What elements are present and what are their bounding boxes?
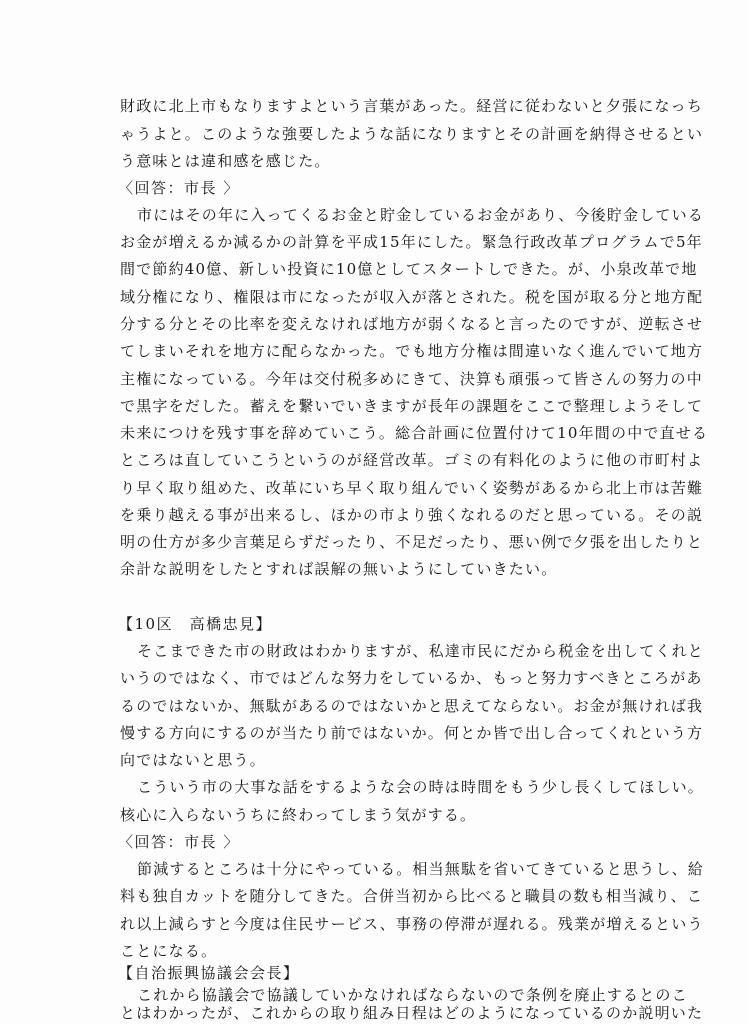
text-line: こういう市の大事な話をするような会の時は時間をもう少し長くしてほしい。	[137, 778, 705, 796]
text-line: いうのではなく、市ではどんな努力をしているか、もっと努力すべきところがあ	[120, 669, 703, 687]
text-line: れ以上減らすと今度は住民サービス、事務の停滞が遅れる。残業が増えるという	[120, 915, 704, 933]
answer-heading: 〈回答：市長 〉	[118, 179, 240, 197]
text-line: り早く取り組めた、改革にいち早く取り組んでいく姿勢があるから北上市は苦難	[120, 479, 704, 497]
text-line: お金が増えるか減るかの計算を平成15年にした。緊急行政改革プログラムで5年	[120, 233, 703, 251]
text-line: 財政に北上市もなりますよという言葉があった。経営に従わないと夕張になっち	[120, 97, 704, 115]
text-line: とはわかったが、これからの取り組み日程はどのようになっているのか説明いた	[120, 1004, 704, 1022]
text-line: 料も独自カットを随分してきた。合併当初から比べると職員の数も相当減り、こ	[120, 887, 704, 905]
answer-heading: 〈回答：市長 〉	[118, 833, 240, 851]
text-line: 未来につけを残す事を辞めていこう。総合計画に位置付けて10年間の中で直せる	[120, 424, 709, 442]
text-line: 慢する方向にするのが当たり前ではないか。何とか皆で出し合ってくれという方	[120, 724, 704, 742]
text-line: ところは直していこうというのが経営改革。ゴミの有料化のように他の市町村よ	[120, 451, 704, 469]
text-line: 市にはその年に入ってくるお金と貯金しているお金があり、今後貯金している	[137, 206, 705, 224]
text-line: そこまできた市の財政はわかりますが、私達市民にだから税金を出してくれと	[137, 642, 705, 660]
text-line: るのではないか、無駄があるのではないかと思えてならない。お金が無ければ我	[120, 697, 704, 715]
text-line: う意味とは違和感を感じた。	[120, 152, 331, 170]
text-line: 核心に入らないうちに終わってしまう気がする。	[120, 806, 477, 824]
speaker-heading: 【10区 高橋忠見】	[118, 615, 273, 633]
text-line: ことになる。	[120, 942, 218, 960]
text-line: 明の仕方が多少言葉足らずだったり、不足だったり、悪い例で夕張を出したりと	[120, 533, 704, 551]
text-line: 主権になっている。今年は交付税多めにきて、決算も頑張って皆さんの努力の中	[120, 370, 703, 388]
text-line: 節減するところは十分にやっている。相当無駄を省いてきていると思うし、給	[137, 860, 705, 878]
text-line: 間で節約40億、新しい投資に10億としてスタートしできた。が、小泉改革で地	[120, 260, 698, 278]
text-line: で黒字をだした。蓄えを繋いでいきますが長年の課題をここで整理しようそして	[120, 397, 704, 415]
text-line: 向ではないと思う。	[120, 751, 266, 769]
text-line: を乗り越える事が出来るし、ほかの市より強くなれるのだと思っている。その説	[120, 506, 704, 524]
text-line: てしまいそれを地方に配らなかった。でも地方分権は間違いなく進んでいて地方	[120, 342, 704, 360]
text-line: ゃうよと。このような強要したような話になりますとその計画を納得させるとい	[120, 125, 704, 143]
speaker-heading: 【自治振興協議会会長】	[118, 964, 300, 982]
text-line: 余計な説明をしたとすれば誤解の無いようにしていきたい。	[120, 560, 558, 578]
text-line: これから協議会で協議していかなければならないので条例を廃止するとのこ	[137, 986, 688, 1004]
text-line: 分する分とその比率を変えなければ地方が弱くなると言ったのですが、逆転させ	[120, 315, 704, 333]
text-line: 域分権になり、権限は市になったが収入が落とされた。税を国が取る分と地方配	[120, 288, 704, 306]
